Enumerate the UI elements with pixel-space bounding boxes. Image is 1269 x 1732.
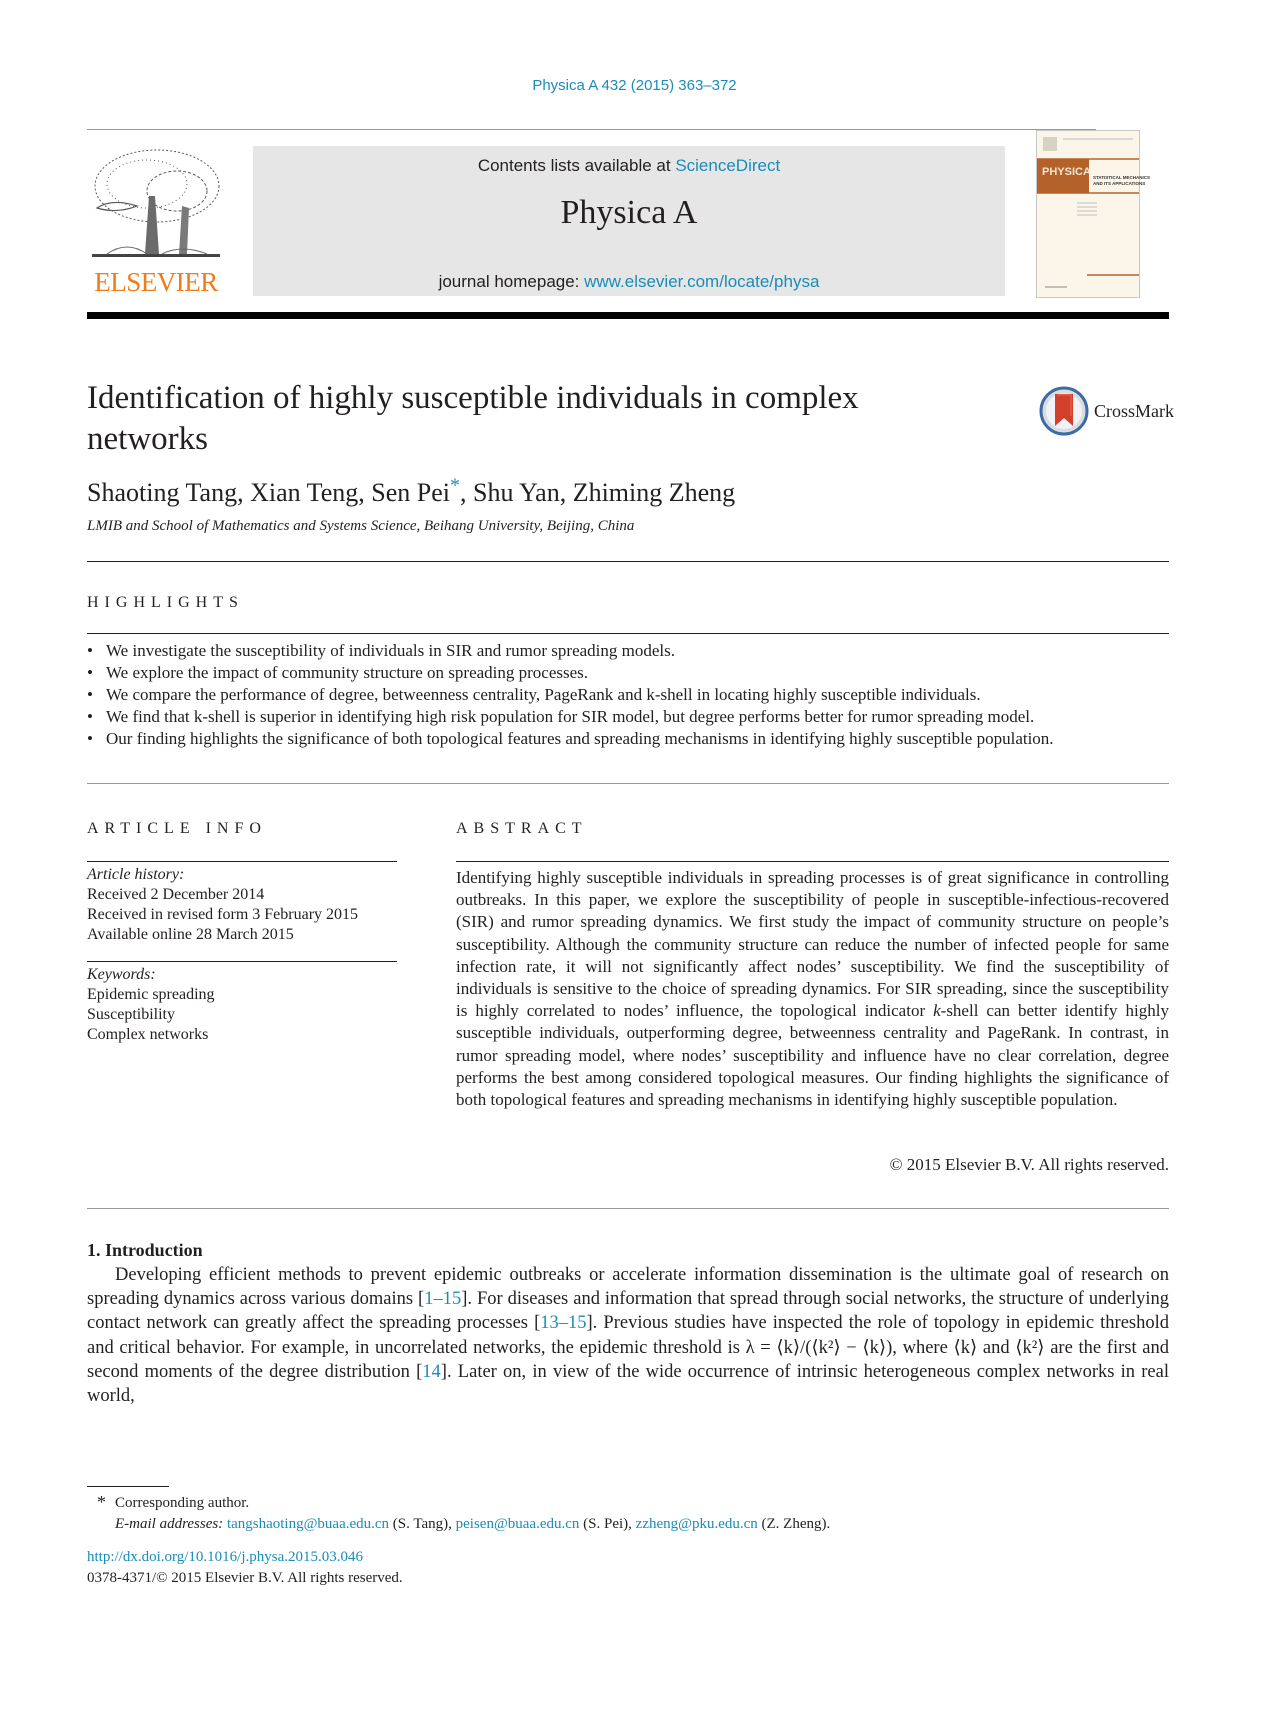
- intro-text: ]. For diseases and information that spread through social networks, the structure of underlying contact network can greatly affect the spreading processes [: [87, 1289, 1170, 1334]
- affiliation: LMIB and School of Mathematics and Systems Science, Beihang University, Beijing, China: [87, 518, 635, 534]
- crossmark-badge[interactable]: [1039, 386, 1179, 438]
- cover-title: PHYSICA: [1042, 166, 1091, 178]
- bullet-icon: •: [87, 707, 93, 726]
- email-owner: (S. Pei),: [579, 1516, 636, 1532]
- article-history-label: Article history:: [87, 866, 185, 883]
- elsevier-logo: [87, 146, 225, 298]
- corresponding-author-marker[interactable]: *: [449, 474, 460, 497]
- homepage-prefix: journal homepage:: [438, 272, 585, 291]
- crossmark-icon: [1039, 386, 1089, 436]
- intro-text: ]. Previous studies have inspected the role of topology in epidemic threshold and critical behavior. For example, in uncorrelated networks, the epidemic threshold is λ = ⟨k⟩/(⟨k²⟩ − ⟨k⟩), where ⟨k⟩ and ⟨k²⟩ are the first and second moments of the degree distribution [: [87, 1313, 1169, 1382]
- intro-text: Developing efficient methods to prevent epidemic outbreaks or accelerate information dissemination is the ultimate goal of research on spreading dynamics across various domains [: [87, 1265, 1169, 1310]
- introduction-heading: 1. Introduction: [87, 1240, 203, 1260]
- introduction-paragraph: [87, 1263, 1169, 1408]
- abstract-text-2: -shell can better identify highly susceptible individuals, outperforming degree, betweenness centrality and PageRank. In contrast, in rumor spreading model, where nodes’ susceptibility and influence have no clear correlation, degree performs the best among considered topological measures. Our finding highlights the significance of both topological features and spreading mechanisms in identifying highly susceptible population.: [456, 1001, 1169, 1110]
- doi-link[interactable]: http://dx.doi.org/10.1016/j.physa.2015.03.046: [87, 1549, 363, 1565]
- citation-link[interactable]: 13–15: [540, 1313, 587, 1334]
- email-link[interactable]: peisen@buaa.edu.cn: [455, 1516, 580, 1532]
- keyword: Susceptibility: [87, 1006, 175, 1023]
- journal-banner: [253, 146, 1005, 296]
- bullet-icon: •: [87, 729, 93, 748]
- highlights-heading: HIGHLIGHTS: [87, 594, 244, 611]
- abstract-bottom-rule: [87, 1208, 1169, 1209]
- highlight-text: We compare the performance of degree, betweenness centrality, PageRank and k-shell in locating highly susceptible individuals.: [106, 685, 981, 704]
- svg-text:AND ITS APPLICATIONS: AND ITS APPLICATIONS: [1093, 181, 1146, 186]
- abstract-heading: ABSTRACT: [456, 820, 588, 837]
- keywords-rule: [87, 961, 397, 962]
- issn-copyright: 0378-4371/© 2015 Elsevier B.V. All rights reserved.: [87, 1570, 403, 1586]
- highlights-rule: [87, 633, 1169, 634]
- elsevier-wordmark: ELSEVIER: [94, 267, 218, 297]
- contents-line: [253, 156, 1005, 176]
- footnote-marker: *: [97, 1492, 106, 1512]
- highlight-text: We find that k-shell is superior in identifying high risk population for SIR model, but degree performs better for rumor spreading model.: [106, 707, 1035, 726]
- highlights-bottom-rule: [87, 783, 1169, 784]
- authors-rest: , Shu Yan, Zhiming Zheng: [459, 478, 736, 507]
- citation-link[interactable]: 14: [422, 1361, 441, 1382]
- article-info-rule: [87, 861, 397, 862]
- affiliation-divider: [87, 561, 1169, 562]
- abstract-body: [456, 867, 1169, 1111]
- highlights-list: [87, 640, 1169, 750]
- elsevier-tree-icon: [87, 146, 225, 264]
- highlight-item: [87, 662, 1169, 684]
- abstract-text-1: Identifying highly susceptible individuals in spreading processes is of great significance in controlling outbreaks. In this paper, we explore the susceptibility of people in susceptible-infectious-recovered (SIR) and rumor spreading dynamics. We first study the impact of community structure on people’s susceptibility. Although the community structure can reduce the number of infected people for same infection rate, it will not significantly affect nodes’ susceptibility. We find the susceptibility of individuals is sensitive to the choice of spreading dynamics. For SIR spreading, since the susceptibility is highly correlated to nodes’ influence, the topological indicator: [456, 868, 1169, 1021]
- journal-name: Physica A: [560, 194, 698, 231]
- history-revised: Received in revised form 3 February 2015: [87, 906, 359, 923]
- corresponding-author-note: Corresponding author.: [115, 1495, 250, 1511]
- email-owner: (Z. Zheng).: [757, 1516, 831, 1532]
- article-info-heading: ARTICLE INFO: [87, 820, 267, 837]
- header-top-rule: [87, 129, 1096, 130]
- svg-text:STATISTICAL MECHANICS: STATISTICAL MECHANICS: [1093, 175, 1150, 180]
- keyword: Complex networks: [87, 1026, 209, 1043]
- email-owner: (S. Tang),: [389, 1516, 456, 1532]
- bullet-icon: •: [87, 641, 93, 660]
- article-info: [87, 865, 397, 1045]
- authors-first: Shaoting Tang, Xian Teng, Sen Pei: [87, 478, 450, 507]
- email-addresses: [115, 1516, 830, 1533]
- abstract-rule: [456, 861, 1169, 862]
- highlight-item: [87, 684, 1169, 706]
- article-title: Identification of highly susceptible individuals in complex networks: [87, 380, 859, 457]
- history-online: Available online 28 March 2015: [87, 926, 294, 943]
- keyword: Epidemic spreading: [87, 986, 215, 1003]
- abstract-italic-k: k: [933, 1001, 941, 1021]
- email-link[interactable]: zzheng@pku.edu.cn: [635, 1516, 758, 1532]
- journal-reference[interactable]: Physica A 432 (2015) 363–372: [532, 77, 737, 94]
- email-label: E-mail addresses:: [115, 1516, 227, 1532]
- highlight-text: We investigate the susceptibility of individuals in SIR and rumor spreading models.: [106, 641, 675, 660]
- abstract-copyright: © 2015 Elsevier B.V. All rights reserved.: [889, 1155, 1169, 1174]
- header-thick-rule: [87, 312, 1169, 319]
- contents-prefix: Contents lists available at: [477, 156, 676, 175]
- sciencedirect-link[interactable]: ScienceDirect: [675, 156, 781, 175]
- highlight-item: [87, 640, 1169, 662]
- author-list: [87, 474, 736, 508]
- crossmark-label: CrossMark: [1094, 401, 1174, 421]
- homepage-line: [253, 272, 1005, 292]
- highlight-item: [87, 728, 1169, 750]
- keywords-label: Keywords:: [87, 966, 156, 983]
- email-link[interactable]: tangshaoting@buaa.edu.cn: [226, 1516, 390, 1532]
- intro-text: ]. Later on, in view of the wide occurrence of intrinsic heterogeneous complex networks in real world,: [87, 1361, 1169, 1407]
- highlight-text: Our finding highlights the significance of both topological features and spreading mechanisms in identifying highly susceptible population.: [106, 729, 1054, 748]
- citation-link[interactable]: 1–15: [424, 1289, 462, 1310]
- highlight-text: We explore the impact of community structure on spreading processes.: [106, 663, 589, 682]
- highlight-item: [87, 706, 1169, 728]
- journal-cover-thumbnail[interactable]: [1036, 130, 1150, 298]
- journal-cover-icon: [1037, 131, 1150, 297]
- journal-homepage-link[interactable]: www.elsevier.com/locate/physa: [584, 272, 820, 291]
- footnote-rule: [87, 1486, 169, 1487]
- bullet-icon: •: [87, 685, 93, 704]
- bullet-icon: •: [87, 663, 93, 682]
- history-received: Received 2 December 2014: [87, 886, 265, 903]
